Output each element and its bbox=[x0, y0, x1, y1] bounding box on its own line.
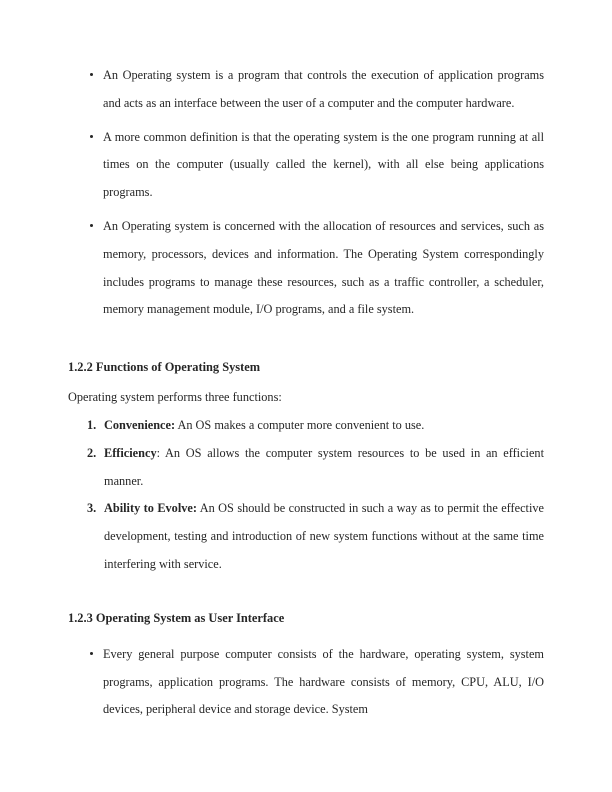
list-item bbox=[68, 641, 544, 724]
list-item-number: 3. bbox=[87, 501, 97, 516]
page-content bbox=[68, 62, 544, 724]
os-functions-list bbox=[68, 412, 544, 579]
list-item-text: An Operating system is a program that controls the execution of application programs and acts as an interface between the user of a computer and the computer hardware. bbox=[103, 68, 544, 110]
list-item bbox=[68, 495, 544, 578]
spacer bbox=[68, 579, 544, 609]
os-definitions-list bbox=[68, 62, 544, 324]
spacer bbox=[68, 627, 544, 641]
list-item bbox=[68, 412, 544, 440]
list-item-text: An OS should be constructed in such a way as to permit the effective development, testing and introduction of new system functions without at the same time interfering with service. bbox=[104, 501, 544, 571]
list-item-number: 1. bbox=[87, 417, 97, 432]
list-item-text: Every general purpose computer consists of the hardware, operating system, system programs, application programs. The hardware consists of memory, CPU, ALU, I/O devices, peripheral device and storage device. System bbox=[103, 646, 544, 717]
list-item-lead: Efficiency bbox=[104, 445, 157, 460]
list-item-text: : An OS allows the computer system resources to be used in an efficient manner. bbox=[104, 445, 544, 488]
list-item-number: 2. bbox=[87, 445, 97, 460]
list-item-text: A more common definition is that the operating system is the one program running at all times on the computer (usually called the kernel), with all else being applications programs. bbox=[103, 129, 544, 200]
section-heading-122: 1.2.2 Functions of Operating System bbox=[68, 360, 261, 375]
list-item-text: An Operating system is concerned with the allocation of resources and services, such as memory, processors, devices and information. The Operating System correspondingly includes programs to manage these resources, such as a traffic controller, a scheduler, memory management module, I/O programs, and a file system. bbox=[103, 218, 544, 317]
list-item-lead: Convenience: bbox=[104, 417, 176, 432]
list-item bbox=[68, 62, 544, 118]
list-item bbox=[68, 213, 544, 324]
list-item-text: An OS makes a computer more convenient to use. bbox=[175, 417, 425, 432]
section-heading-123: 1.2.3 Operating System as User Interface bbox=[68, 610, 285, 625]
list-item bbox=[68, 124, 544, 207]
list-item bbox=[68, 440, 544, 496]
spacer bbox=[68, 324, 544, 358]
list-item-lead: Ability to Evolve: bbox=[104, 501, 197, 516]
user-interface-list bbox=[68, 641, 544, 724]
section-122-intro: Operating system performs three functions: bbox=[68, 390, 282, 405]
spacer bbox=[68, 376, 544, 384]
